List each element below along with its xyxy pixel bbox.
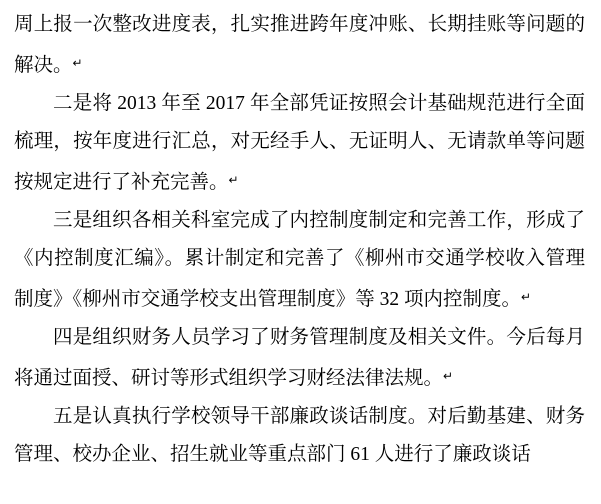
paragraph-five (14, 398, 585, 474)
paragraph-two (14, 85, 585, 202)
pilcrow-icon: ↵ (72, 56, 83, 70)
paragraph-three (14, 202, 585, 319)
paragraph-text: 周上报一次整改进度表，扎实推进跨年度冲账、长期挂账等问题的解决。 (14, 14, 585, 76)
paragraph-text: 四是组织财务人员学习了财务管理制度及相关文件。今后每月将通过面授、研讨等形式组织学习财经法律法规。 (14, 327, 585, 389)
paragraph-text: 二是将 2013 年至 2017 年全部凭证按照会计基础规范进行全面梳理，按年度进行汇总，对无经手人、无证明人、无请款单等问题按规定进行了补充完善。 (14, 93, 585, 193)
paragraph-four (14, 319, 585, 398)
paragraph-text: 五是认真执行学校领导干部廉政谈话制度。对后勤基建、财务管理、校办企业、招生就业等重点部门 61 人进行了廉政谈话 (14, 406, 585, 465)
paragraph-continued (14, 6, 585, 85)
pilcrow-icon: ↵ (443, 369, 454, 383)
paragraph-text: 三是组织各相关科室完成了内控制度制定和完善工作，形成了《内控制度汇编》。累计制定和完善了《柳州市交通学校收入管理制度》《柳州市交通学校支出管理制度》等 32 项内控制度。 (14, 210, 585, 310)
pilcrow-icon: ↵ (521, 290, 532, 304)
pilcrow-icon: ↵ (228, 173, 239, 187)
